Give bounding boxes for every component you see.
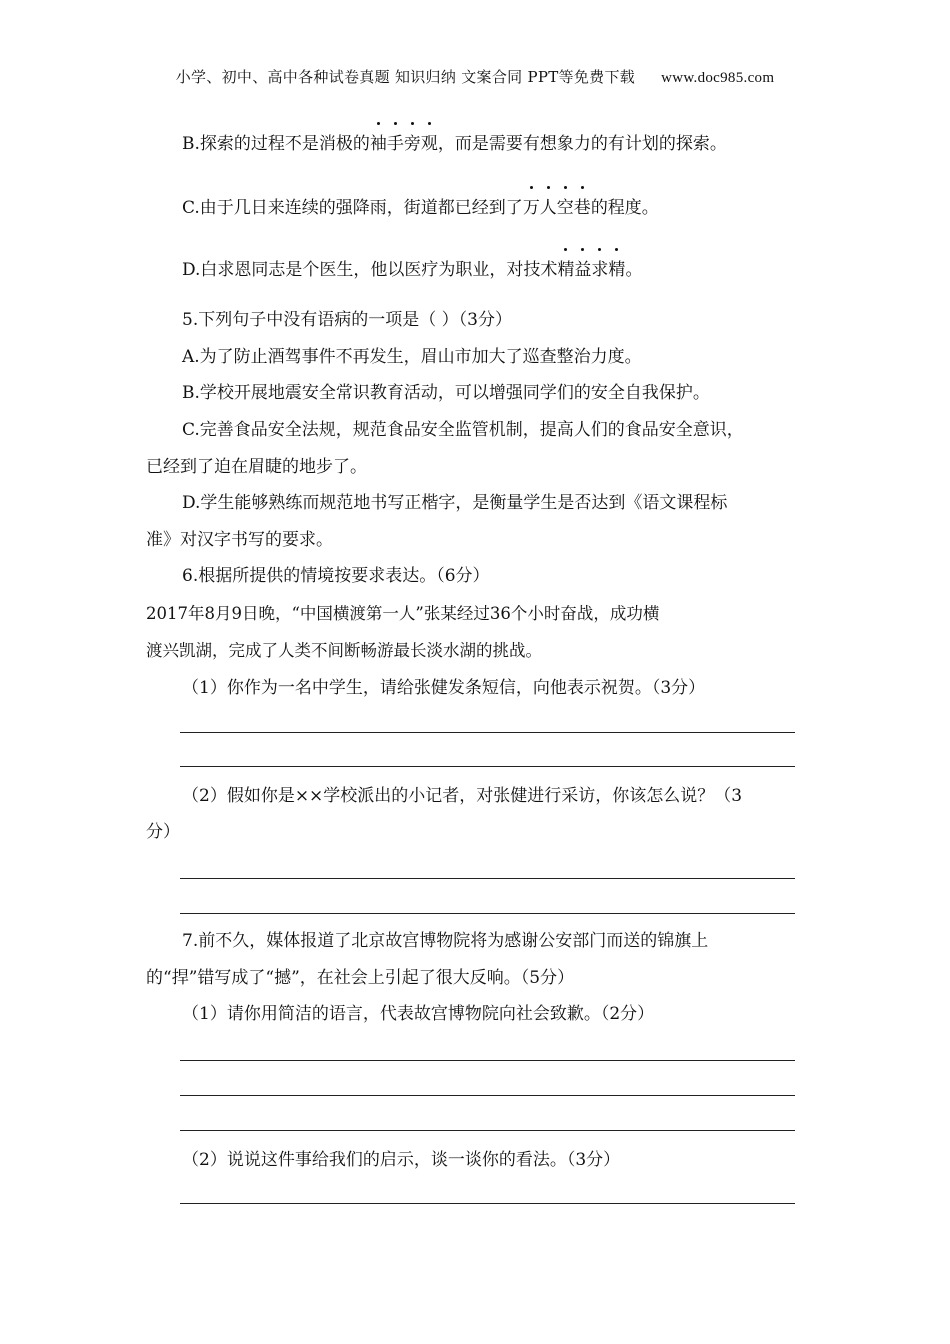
q4-b-text: B.探索的过程不是消极的 [182, 134, 370, 154]
q5-option-c-line2: 已经到了迫在眉睫的地步了。 [146, 457, 367, 477]
q4-option-c [182, 196, 659, 220]
q4-b-tail: ，而是需要有想象力的有计划的探索。 [437, 134, 727, 154]
q7-part2-prompt: （2）说说这件事给我们的启示，谈一谈你的看法。（3分） [182, 1150, 621, 1170]
q7-part1-answer-line-1[interactable] [180, 1060, 795, 1061]
q7-stem-line2: 的“捍”错写成了“撼”，在社会上引起了很大反响。（5分） [146, 968, 575, 988]
q5-option-a: A.为了防止酒驾事件不再发生，眉山市加大了巡查整治力度。 [182, 347, 642, 367]
q6-context-line1: 2017年8月9日晚，“中国横渡第一人”张某经过36个小时奋战，成功横 [146, 604, 660, 623]
q6-part2-prompt-line1: （2）假如你是××学校派出的小记者，对张健进行采访，你该怎么说？（3 [182, 786, 743, 806]
q4-b-emphasis: 袖手旁观 [370, 132, 438, 156]
q6-part1-answer-line-1[interactable] [180, 732, 795, 733]
q5-stem: 5.下列句子中没有语病的一项是（ ）（3分） [182, 310, 512, 330]
page-header [0, 66, 950, 87]
q7-part2-answer-line-1[interactable] [180, 1203, 795, 1204]
q7-stem-line1: 7.前不久，媒体报道了北京故宫博物院将为感谢公安部门而送的锦旗上 [182, 931, 709, 951]
q4-option-b [182, 132, 727, 156]
q6-stem: 6.根据所提供的情境按要求表达。（6分） [182, 566, 490, 586]
q4-option-d [182, 258, 642, 282]
q4-c-tail: 的程度。 [590, 198, 659, 218]
q7-part1-answer-line-2[interactable] [180, 1095, 795, 1096]
q5-option-d-line1: D.学生能够熟练而规范地书写正楷字，是衡量学生是否达到《语文课程标 [182, 493, 728, 513]
q4-c-emphasis: 万人空巷 [523, 196, 591, 220]
q6-part2-answer-line-1[interactable] [180, 878, 795, 879]
q4-d-emphasis: 精益求精 [557, 258, 625, 282]
q6-part1-prompt: （1）你作为一名中学生，请给张健发条短信，向他表示祝贺。（3分） [182, 678, 706, 698]
q4-d-text: D.白求恩同志是个医生，他以医疗为职业，对技术 [182, 260, 558, 280]
q4-d-tail: 。 [625, 260, 643, 280]
q6-part1-answer-line-2[interactable] [180, 766, 795, 767]
q6-part2-prompt-line2: 分） [146, 822, 180, 842]
q5-option-d-line2: 准》对汉字书写的要求。 [146, 530, 333, 550]
q5-option-c-line1: C.完善食品安全法规，规范食品安全监管机制，提高人们的食品安全意识， [182, 420, 744, 440]
q6-context-line2: 渡兴凯湖，完成了人类不间断畅游最长淡水湖的挑战。 [146, 641, 542, 660]
q7-part1-answer-line-3[interactable] [180, 1130, 795, 1131]
q7-part1-prompt: （1）请你用简洁的语言，代表故宫博物院向社会致歉。（2分） [182, 1004, 655, 1024]
q6-part2-answer-line-2[interactable] [180, 913, 795, 914]
q4-c-text: C.由于几日来连续的强降雨，街道都已经到了 [182, 198, 523, 218]
q5-option-b: B.学校开展地震安全常识教育活动，可以增强同学们的安全自我保护。 [182, 383, 710, 403]
header-text: 小学、初中、高中各种试卷真题 知识归纳 文案合同 PPT等免费下载 [175, 68, 636, 86]
header-url[interactable]: www.doc985.com [661, 70, 775, 86]
